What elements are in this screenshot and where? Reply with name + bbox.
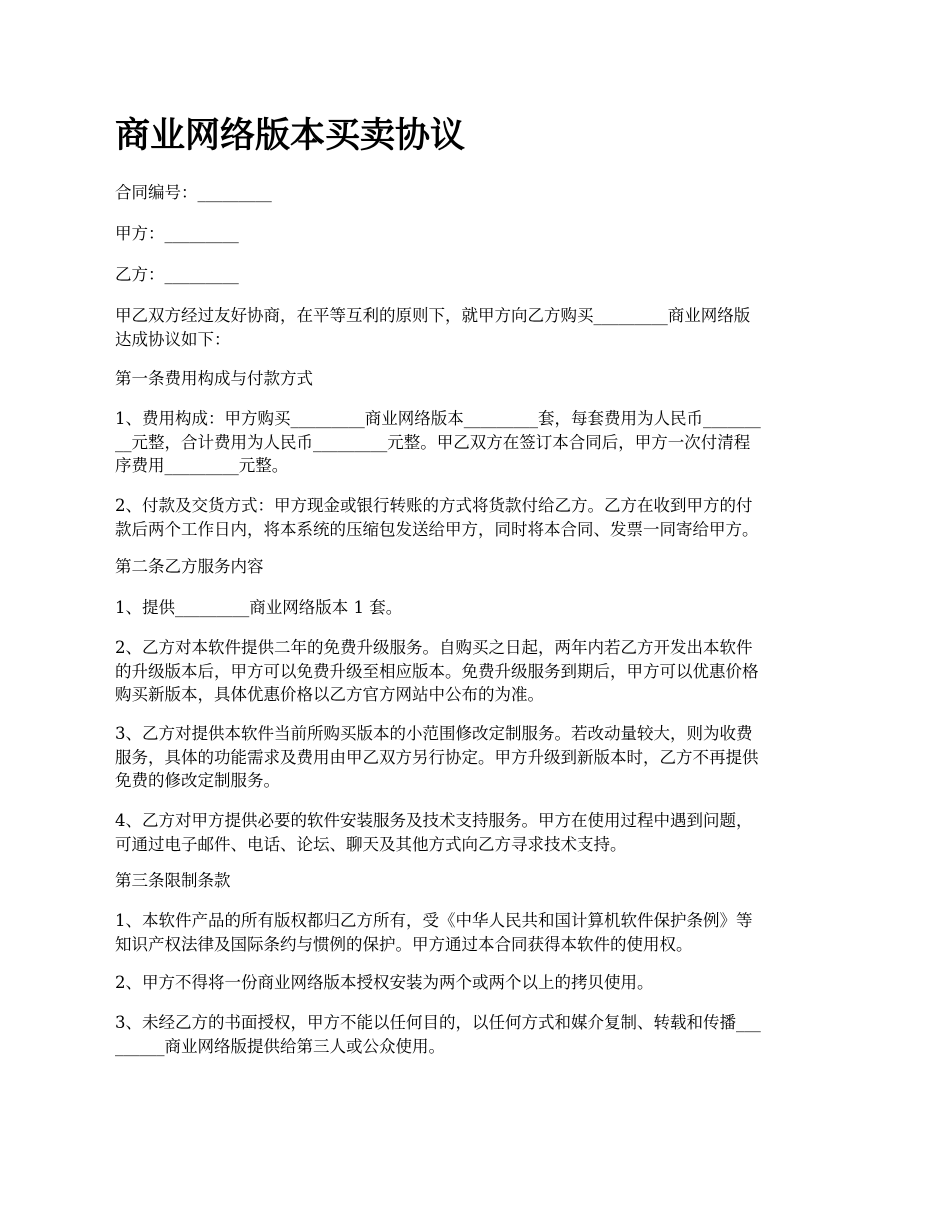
text-line: 服务，具体的功能需求及费用由甲乙双方另行协定。甲方升级到新版本时，乙方不再提供 (115, 747, 759, 767)
text-line: 合同编号：_________ (115, 183, 272, 202)
text-line: 甲乙双方经过友好协商，在平等互利的原则下，就甲方向乙方购买_________商业网络版 (115, 306, 751, 325)
text-line: 知识产权法律及国际条约与惯例的保护。甲方通过本合同获得本软件的使用权。 (115, 934, 693, 954)
article-1-clause-1 (115, 407, 840, 478)
intro-paragraph (115, 304, 840, 351)
article-2-clause-3 (115, 722, 840, 793)
article-2-clause-4 (115, 809, 840, 856)
document-title: 商业网络版本买卖协议 (115, 116, 466, 156)
text-line: 序费用_________元整。 (115, 456, 289, 475)
article-2-heading (115, 555, 840, 579)
article-2-clause-1 (115, 596, 840, 620)
text-line: 2、甲方不得将一份商业网络版本授权安装为两个或两个以上的拷贝使用。 (115, 973, 654, 992)
text-line: 甲方：_________ (115, 224, 239, 243)
text-line: 1、本软件产品的所有版权都归乙方所有，受《中华人民共和国计算机软件保护条例》等 (115, 911, 753, 930)
text-line: 第一条费用构成与付款方式 (115, 369, 313, 388)
text-line: 1、费用构成：甲方购买_________商业网络版本_________套，每套费用为人民币_______ (115, 409, 761, 428)
text-line: 第三条限制条款 (115, 871, 231, 890)
article-3-clause-3 (115, 1011, 840, 1058)
text-line: ______商业网络版提供给第三人或公众使用。 (115, 1036, 445, 1056)
article-3-heading (115, 869, 840, 893)
article-3-clause-1 (115, 909, 840, 956)
text-line: 第二条乙方服务内容 (115, 557, 264, 576)
text-line: 2、付款及交货方式：甲方现金或银行转账的方式将货款付给乙方。乙方在收到甲方的付 (115, 496, 753, 515)
text-line: 3、乙方对提供本软件当前所购买版本的小范围修改定制服务。若改动量较大，则为收费 (115, 724, 753, 743)
contract-number (115, 181, 840, 205)
article-1-clause-2 (115, 494, 840, 541)
text-line: 购买新版本，具体优惠价格以乙方官方网站中公布的为准。 (115, 685, 544, 704)
party-a (115, 222, 840, 246)
text-line: 款后两个工作日内，将本系统的压缩包发送给甲方，同时将本合同、发票一同寄给甲方。 (115, 519, 759, 539)
article-2-clause-2 (115, 636, 840, 707)
text-line: __元整，合计费用为人民币_________元整。甲乙双方在签订本合同后，甲方一次付清程 (115, 432, 751, 452)
text-line: 4、乙方对甲方提供必要的软件安装服务及技术支持服务。甲方在使用过程中遇到问题， (115, 811, 753, 830)
text-line: 的升级版本后，甲方可以免费升级至相应版本。免费升级服务到期后，甲方可以优惠价格 (115, 661, 759, 681)
text-line: 乙方：_________ (115, 265, 239, 284)
text-line: 3、未经乙方的书面授权，甲方不能以任何目的，以任何方式和媒介复制、转载和传播___ (115, 1013, 761, 1032)
text-line: 2、乙方对本软件提供二年的免费升级服务。自购买之日起，两年内若乙方开发出本软件 (115, 638, 753, 657)
text-line: 可通过电子邮件、电话、论坛、聊天及其他方式向乙方寻求技术支持。 (115, 834, 627, 854)
party-b (115, 263, 840, 287)
text-line: 达成协议如下： (115, 329, 231, 349)
article-3-clause-2 (115, 971, 840, 995)
article-1-heading (115, 367, 840, 391)
text-line: 1、提供_________商业网络版本 1 套。 (115, 598, 403, 617)
text-line: 免费的修改定制服务。 (115, 771, 280, 790)
